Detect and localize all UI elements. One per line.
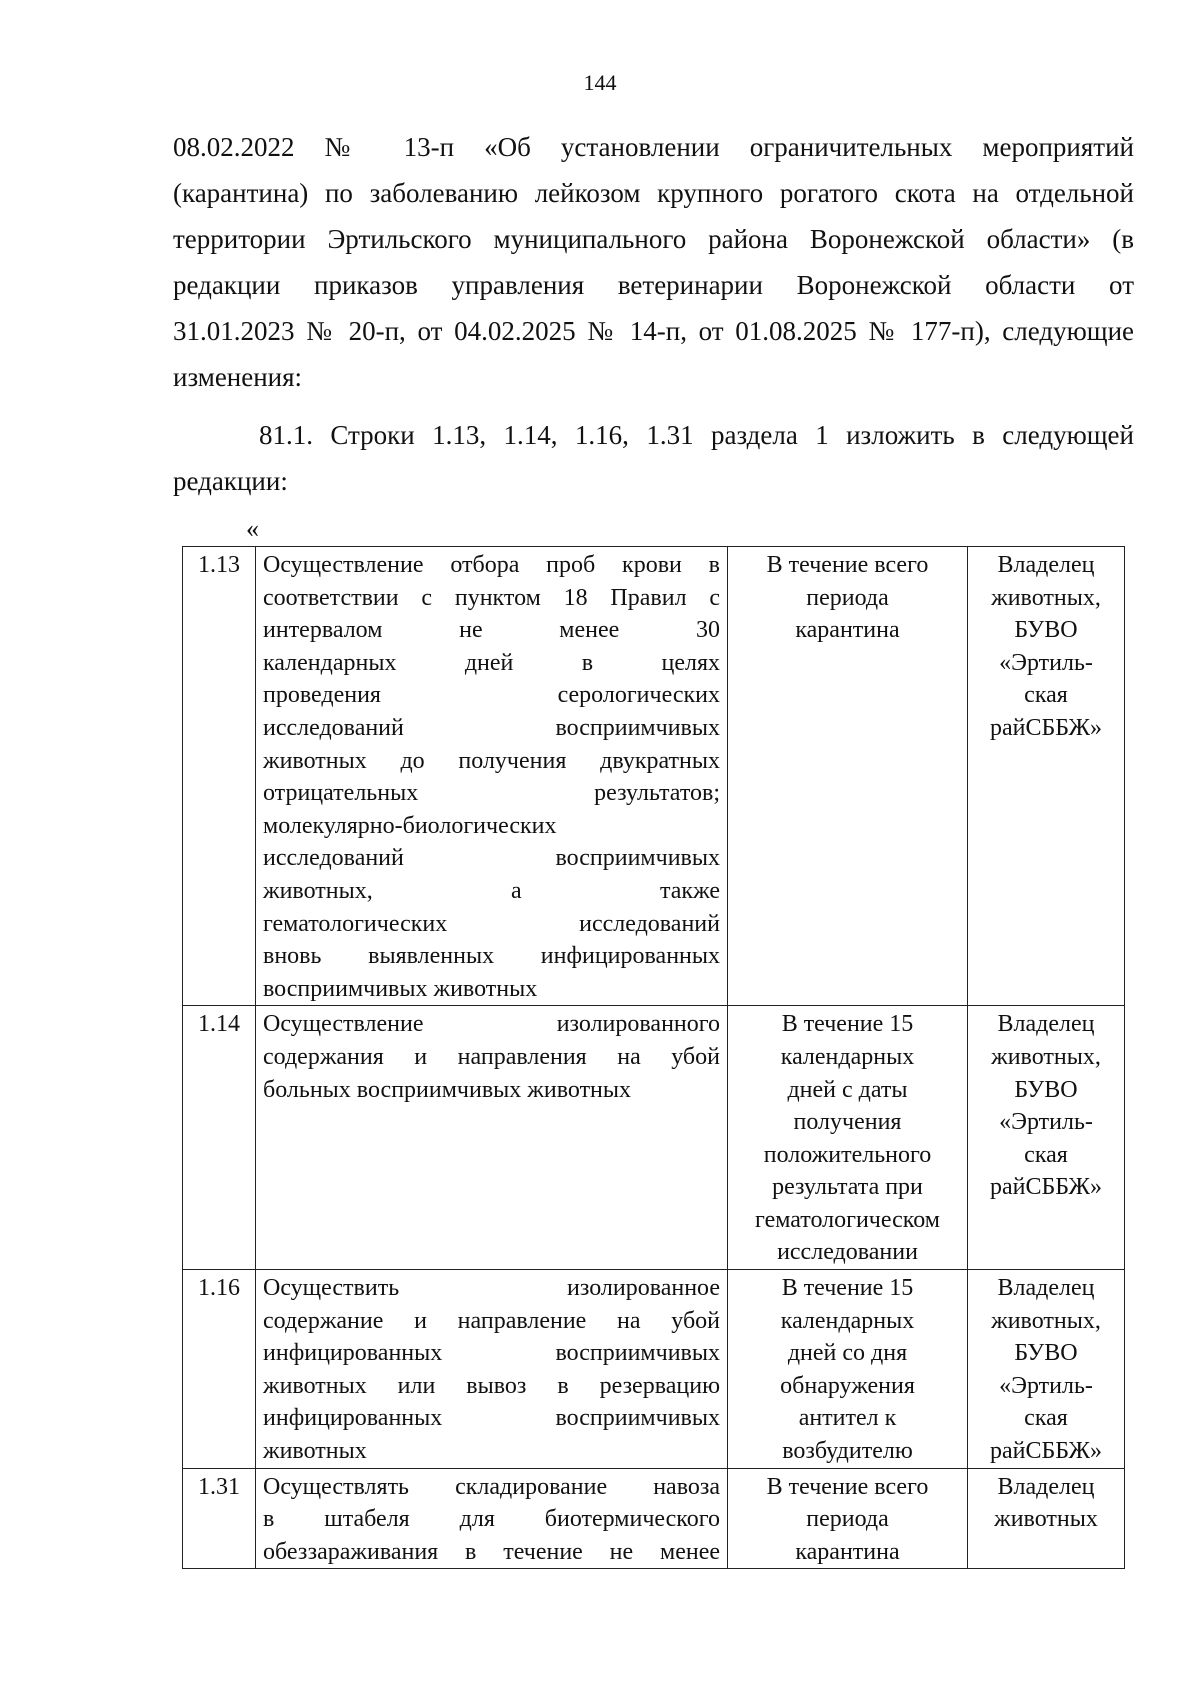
row-description bbox=[256, 547, 728, 1006]
term-line: периода bbox=[806, 584, 889, 611]
term-line: дней со дня bbox=[787, 1340, 908, 1367]
paragraph-line: редакции: bbox=[173, 466, 288, 496]
intro-paragraph bbox=[173, 124, 1134, 400]
paragraph-line: редакции приказов управления ветеринарии Воронежской области от bbox=[173, 270, 1134, 300]
row-term bbox=[728, 1270, 968, 1469]
responsible-line: Владелец bbox=[997, 1275, 1095, 1302]
description-line: содержание и направление на убой bbox=[263, 1307, 720, 1334]
responsible-line: «Эртиль- bbox=[999, 649, 1093, 676]
table-row bbox=[183, 1006, 1125, 1270]
description-line: Осуществление отбора проб крови в bbox=[263, 552, 720, 578]
term-line: возбудителю bbox=[782, 1438, 913, 1465]
description-line: соответствии с пунктом 18 Правил с bbox=[263, 584, 720, 611]
term-line: карантина bbox=[795, 1538, 900, 1565]
page-number: 144 bbox=[583, 70, 617, 95]
description-line: обеззараживания в течение не менее bbox=[263, 1538, 720, 1565]
paragraph-line: 31.01.2023 № 20-п, от 04.02.2025 № 14-п, от 01.08.2025 № 177-п), следующие bbox=[173, 316, 1134, 346]
amendment-table bbox=[182, 546, 1125, 1569]
term-line: исследовании bbox=[777, 1239, 918, 1266]
description-line: животных до получения двукратных bbox=[263, 747, 720, 774]
term-line: карантина bbox=[795, 617, 900, 644]
row-number: 1.31 bbox=[183, 1468, 256, 1569]
responsible-line: животных, bbox=[991, 1043, 1101, 1070]
term-line: календарных bbox=[780, 1043, 915, 1070]
responsible-line: Владелец bbox=[997, 1011, 1095, 1038]
responsible-line: животных, bbox=[991, 1307, 1101, 1334]
row-responsible bbox=[968, 1006, 1125, 1270]
description-line: вновь выявленных инфицированных bbox=[263, 943, 720, 970]
description-line: отрицательных результатов; bbox=[263, 780, 720, 807]
paragraph-line: 08.02.2022 № 13-п «Об установлении ограничительных мероприятий bbox=[173, 132, 1134, 162]
paragraph-line: изменения: bbox=[173, 362, 303, 392]
responsible-line: Владелец bbox=[997, 1473, 1095, 1500]
description-line: исследований восприимчивых bbox=[263, 714, 720, 741]
responsible-line: райСББЖ» bbox=[990, 1438, 1102, 1465]
term-line: В течение всего bbox=[766, 1473, 929, 1500]
responsible-line: ская bbox=[1024, 1405, 1068, 1432]
description-line: в штабеля для биотермического bbox=[263, 1506, 720, 1533]
description-line: календарных дней в целях bbox=[263, 649, 720, 676]
description-line: Осуществлять складирование навоза bbox=[263, 1473, 720, 1500]
description-line: интервалом не менее 30 bbox=[263, 617, 720, 644]
description-line: животных, а также bbox=[263, 877, 720, 904]
amendment-paragraph bbox=[173, 412, 1134, 504]
row-term bbox=[728, 1468, 968, 1569]
responsible-line: БУВО bbox=[1014, 1076, 1078, 1103]
row-number: 1.14 bbox=[183, 1006, 256, 1270]
term-line: дней с даты bbox=[787, 1076, 908, 1103]
responsible-line: Владелец bbox=[997, 552, 1095, 578]
responsible-line: животных, bbox=[991, 584, 1101, 611]
table-row bbox=[183, 547, 1125, 1006]
row-responsible bbox=[968, 1468, 1125, 1569]
responsible-line: «Эртиль- bbox=[999, 1372, 1093, 1399]
row-term bbox=[728, 1006, 968, 1270]
description-line: исследований восприимчивых bbox=[263, 845, 720, 872]
paragraph-line: территории Эртильского муниципального района Воронежской области» (в bbox=[173, 224, 1134, 254]
description-line: Осуществить изолированное bbox=[263, 1275, 720, 1302]
row-description bbox=[256, 1270, 728, 1469]
description-line: восприимчивых животных bbox=[263, 975, 538, 1002]
paragraph-line: 81.1. Строки 1.13, 1.14, 1.16, 1.31 раздела 1 изложить в следующей bbox=[259, 420, 1134, 450]
responsible-line: райСББЖ» bbox=[990, 714, 1102, 741]
description-line: гематологических исследований bbox=[263, 910, 720, 937]
term-line: положительного bbox=[763, 1141, 932, 1168]
term-line: календарных bbox=[780, 1307, 915, 1334]
row-responsible bbox=[968, 1270, 1125, 1469]
term-line: получения bbox=[793, 1109, 902, 1136]
term-line: антител к bbox=[798, 1405, 897, 1432]
term-line: результата при bbox=[772, 1174, 923, 1201]
term-line: гематологическом bbox=[755, 1206, 940, 1233]
description-line: проведения серологических bbox=[263, 682, 720, 709]
description-line: Осуществление изолированного bbox=[263, 1011, 720, 1038]
opening-quote-mark: « bbox=[246, 514, 259, 543]
term-line: В течение 15 bbox=[781, 1011, 914, 1038]
row-term bbox=[728, 547, 968, 1006]
description-line: молекулярно-биологических bbox=[263, 812, 557, 839]
responsible-line: БУВО bbox=[1014, 617, 1078, 644]
responsible-line: райСББЖ» bbox=[990, 1174, 1102, 1201]
row-number: 1.16 bbox=[183, 1270, 256, 1469]
term-line: периода bbox=[806, 1506, 889, 1533]
responsible-line: ская bbox=[1024, 682, 1068, 709]
term-line: обнаружения bbox=[780, 1372, 915, 1399]
description-line: животных или вывоз в резервацию bbox=[263, 1372, 720, 1399]
term-line: В течение всего bbox=[766, 552, 929, 578]
responsible-line: ская bbox=[1024, 1141, 1068, 1168]
responsible-line: животных bbox=[994, 1506, 1098, 1533]
row-description bbox=[256, 1468, 728, 1569]
term-line: В течение 15 bbox=[781, 1275, 914, 1302]
responsible-line: «Эртиль- bbox=[999, 1109, 1093, 1136]
table-row bbox=[183, 1270, 1125, 1469]
responsible-line: БУВО bbox=[1014, 1340, 1078, 1367]
row-number: 1.13 bbox=[183, 547, 256, 1006]
description-line: животных bbox=[263, 1438, 367, 1465]
description-line: инфицированных восприимчивых bbox=[263, 1340, 720, 1367]
row-responsible bbox=[968, 547, 1125, 1006]
table-row bbox=[183, 1468, 1125, 1569]
row-description bbox=[256, 1006, 728, 1270]
paragraph-line: (карантина) по заболеванию лейкозом крупного рогатого скота на отдельной bbox=[173, 178, 1134, 208]
description-line: содержания и направления на убой bbox=[263, 1043, 720, 1070]
description-line: инфицированных восприимчивых bbox=[263, 1405, 720, 1432]
description-line: больных восприимчивых животных bbox=[263, 1076, 632, 1103]
